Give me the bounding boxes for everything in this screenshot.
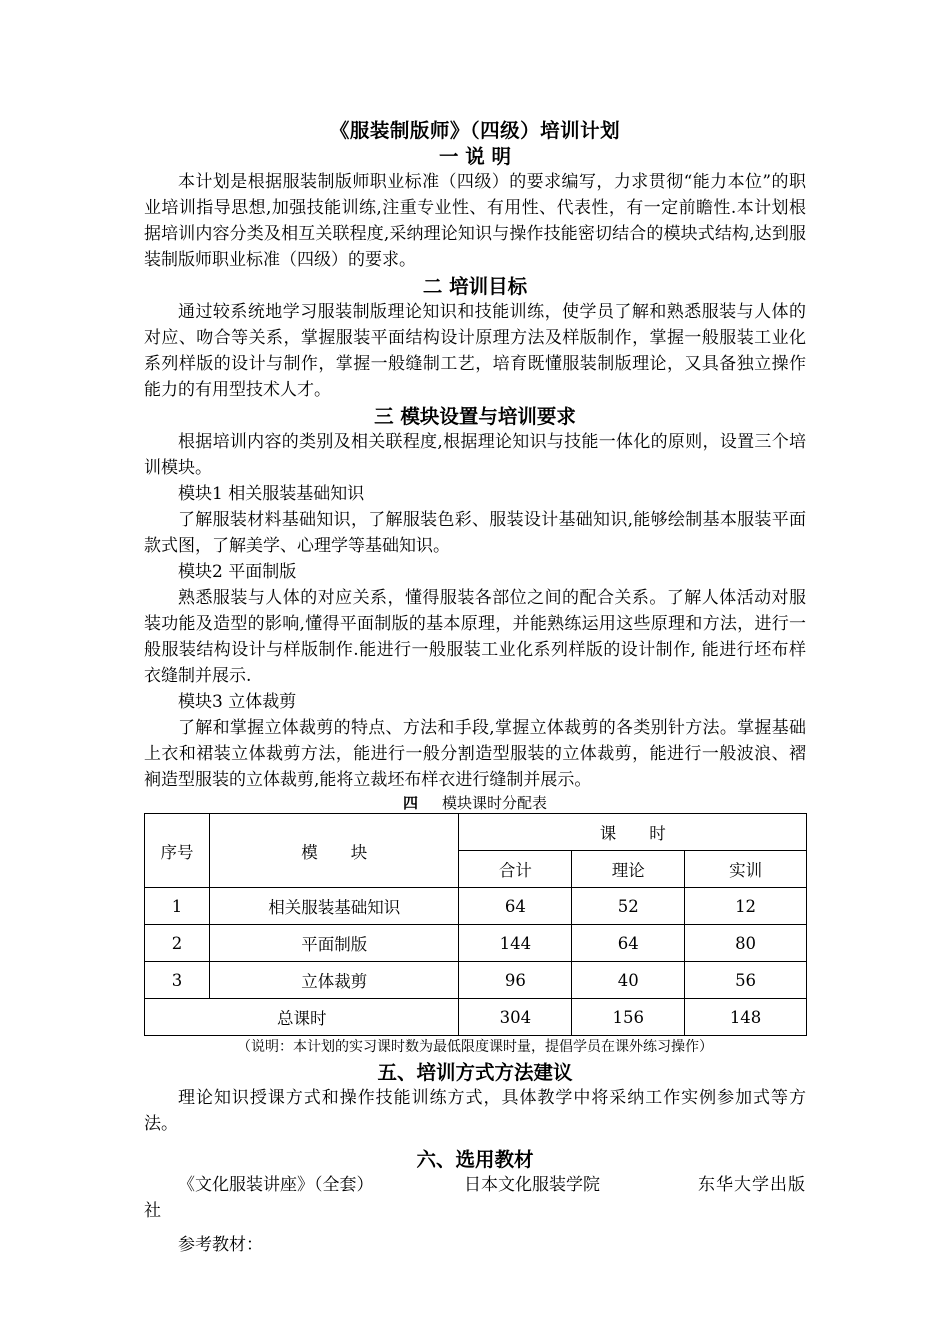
total-theory: 156 xyxy=(572,999,685,1036)
total-total: 304 xyxy=(459,999,572,1036)
table-row xyxy=(145,925,807,962)
section-2-heading: 二 培训目标 xyxy=(422,275,528,298)
module-3-title: 模块3 立体裁剪 xyxy=(178,692,297,712)
document-page xyxy=(144,118,806,1258)
header-practice: 实训 xyxy=(685,851,807,888)
row-theory: 40 xyxy=(572,962,685,999)
table-row xyxy=(145,888,807,925)
section-5-paragraph: 理论知识授课方式和操作技能训练方式，具体教学中将采纳工作实例参加式等方法。 xyxy=(144,1088,806,1134)
reference-textbooks-label: 参考教材： xyxy=(178,1235,263,1255)
row-practice: 80 xyxy=(685,925,807,962)
hours-table xyxy=(144,813,807,1036)
module-1-description: 了解服装材料基础知识，了解服装色彩、服装设计基础知识,能够绘制基本服装平面款式图，了解美学、心理学等基础知识。 xyxy=(144,510,806,556)
module-1-title: 模块1 相关服装基础知识 xyxy=(178,484,365,504)
section-5-heading: 五、培训方式方法建议 xyxy=(377,1061,573,1084)
table-total-row xyxy=(145,999,807,1036)
textbook-title: 《文化服装讲座》（全套） xyxy=(178,1175,374,1195)
table-caption-text: 模块课时分配表 xyxy=(442,794,548,812)
textbook-line xyxy=(144,1172,806,1198)
row-no: 1 xyxy=(145,888,210,925)
header-theory: 理论 xyxy=(572,851,685,888)
header-total: 合计 xyxy=(459,851,572,888)
row-no: 3 xyxy=(145,962,210,999)
section-3-intro: 根据培训内容的类别及相关联程度,根据理论知识与技能一体化的原则，设置三个培训模块。 xyxy=(144,432,806,478)
total-label: 总课时 xyxy=(145,999,459,1036)
table-caption xyxy=(144,793,806,813)
textbook-publisher: 东华大学出版 xyxy=(698,1175,806,1195)
row-total: 64 xyxy=(459,888,572,925)
row-module: 相关服装基础知识 xyxy=(209,888,459,925)
row-module: 平面制版 xyxy=(209,925,459,962)
row-practice: 56 xyxy=(685,962,807,999)
section-2-paragraph: 通过较系统地学习服装制版理论知识和技能训练，使学员了解和熟悉服装与人体的对应、吻合等关系，掌握服装平面结构设计原理方法及样版制作，掌握一般服装工业化系列样版的设计与制作，掌握一般缝制工艺，培育既懂服装制版理论，又具备独立操作能力的有用型技术人才。 xyxy=(144,302,806,400)
header-hours: 课 时 xyxy=(459,814,807,851)
table-note: （说明：本计划的实习课时数为最低限度课时量，提倡学员在课外练习操作） xyxy=(237,1039,713,1055)
row-no: 2 xyxy=(145,925,210,962)
textbook-author: 日本文化服装学院 xyxy=(464,1175,600,1195)
row-theory: 64 xyxy=(572,925,685,962)
section-3-heading: 三 模块设置与培训要求 xyxy=(374,405,576,428)
table-caption-number: 四 xyxy=(402,794,418,812)
module-2-title: 模块2 平面制版 xyxy=(178,562,297,582)
module-3-description: 了解和掌握立体裁剪的特点、方法和手段,掌握立体裁剪的各类别针方法。掌握基础上衣和裙装立体裁剪方法，能进行一般分割造型服装的立体裁剪，能进行一般波浪、褶裥造型服装的立体裁剪,能将立裁坯布样衣进行缝制并展示。 xyxy=(144,718,806,790)
section-1-heading: 一 说 明 xyxy=(438,145,512,168)
table-row xyxy=(145,962,807,999)
document-title: 《服装制版师》（四级）培训计划 xyxy=(329,119,621,142)
row-total: 144 xyxy=(459,925,572,962)
section-1-paragraph: 本计划是根据服装制版师职业标准（四级）的要求编写，力求贯彻“能力本位”的职业培训指导思想,加强技能训练,注重专业性、有用性、代表性，有一定前瞻性.本计划根据培训内容分类及相互关联程度,采纳理论知识与操作技能密切结合的模块式结构,达到服装制版师职业标准（四级）的要求。 xyxy=(144,172,806,270)
module-2-description: 熟悉服装与人体的对应关系，懂得服装各部位之间的配合关系。了解人体活动对服装功能及造型的影响,懂得平面制版的基本原理，并能熟练运用这些原理和方法，进行一般服装结构设计与样版制作.能进行一般服装工业化系列样版的设计制作, 能进行坯布样衣缝制并展示. xyxy=(144,588,806,686)
row-theory: 52 xyxy=(572,888,685,925)
section-6-heading: 六、选用教材 xyxy=(416,1148,534,1171)
row-module: 立体裁剪 xyxy=(209,962,459,999)
total-practice: 148 xyxy=(685,999,807,1036)
header-no: 序号 xyxy=(145,814,210,888)
header-module: 模 块 xyxy=(209,814,459,888)
row-practice: 12 xyxy=(685,888,807,925)
textbook-publisher-tail: 社 xyxy=(144,1201,161,1221)
row-total: 96 xyxy=(459,962,572,999)
